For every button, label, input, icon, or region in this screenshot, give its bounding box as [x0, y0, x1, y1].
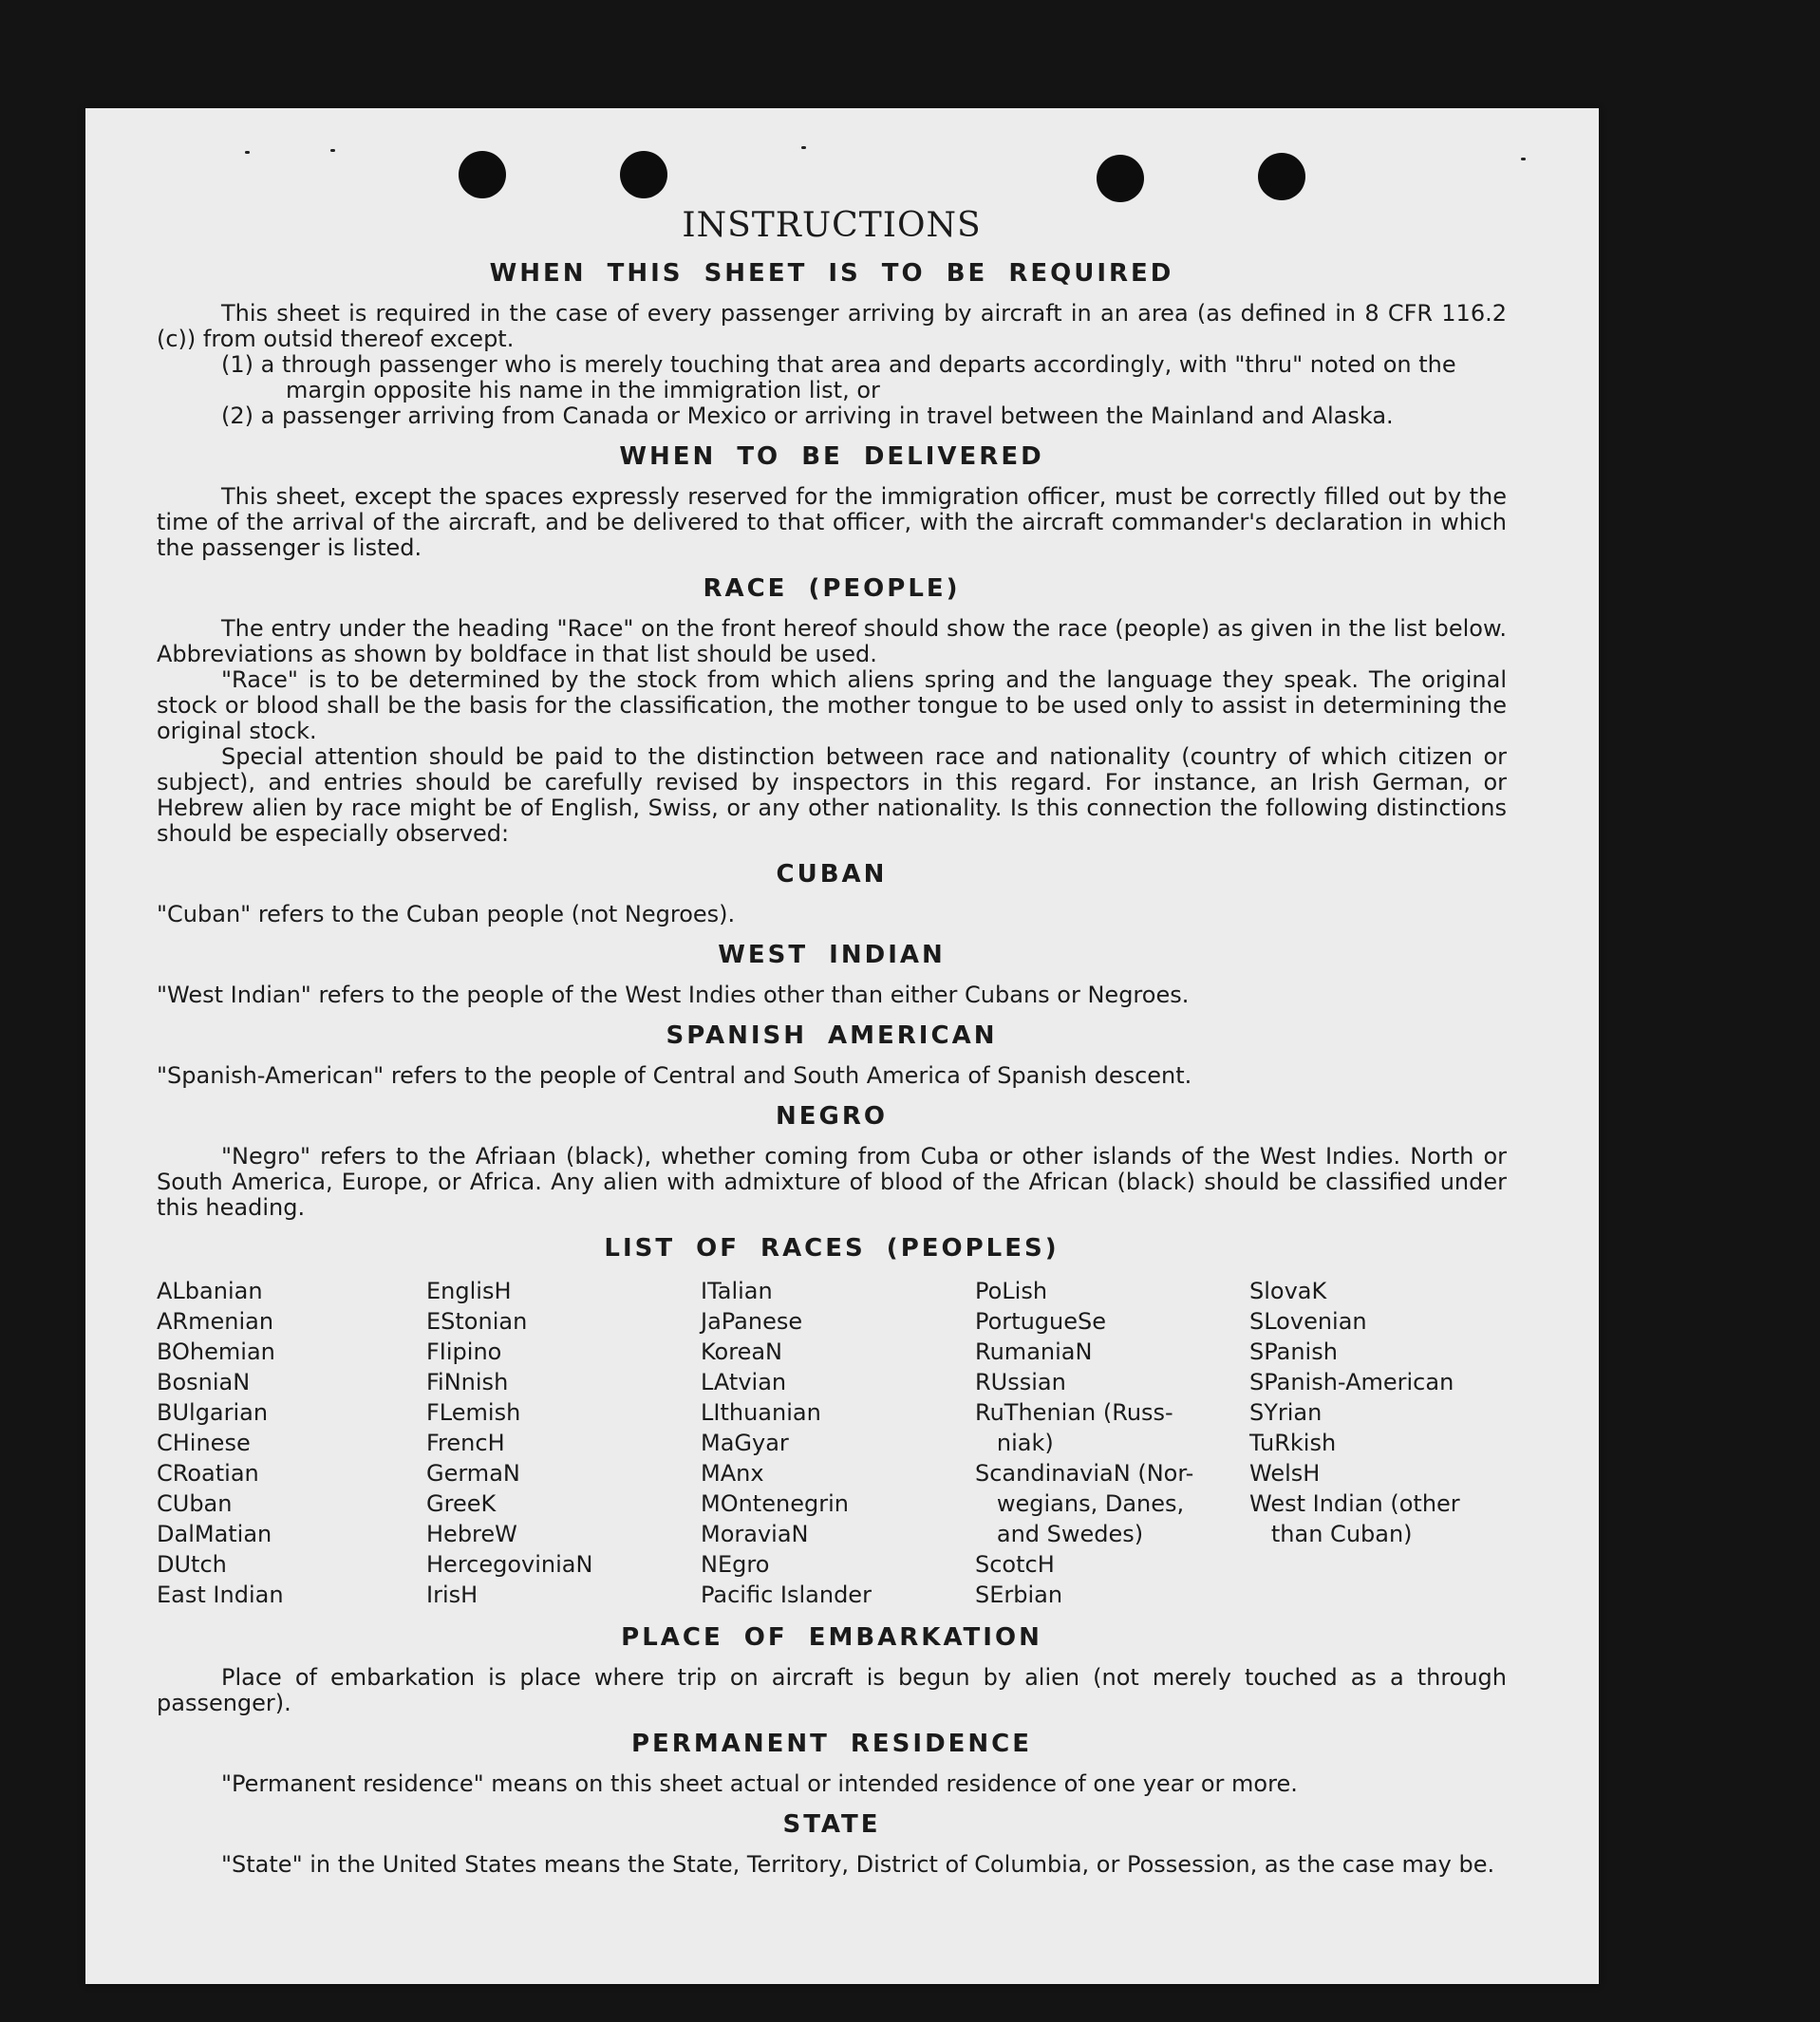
- race-entry: FLemish: [426, 1399, 521, 1426]
- race-entry: RumaniaN: [975, 1339, 1093, 1365]
- race-entry: ScandinaviaN (Nor-: [975, 1460, 1194, 1487]
- races-column: [1249, 1276, 1507, 1610]
- races-column: [426, 1276, 701, 1610]
- race-entry: BOhemian: [157, 1339, 275, 1365]
- race-entry: FrencH: [426, 1430, 505, 1456]
- race-paragraph: The entry under the heading "Race" on the front hereof should show the race (people) as given in the list below. Abbreviations as shown by boldface in that list should be used.: [157, 615, 1507, 667]
- race-entry: DalMatian: [157, 1521, 272, 1547]
- race-entry: ALbanian: [157, 1278, 263, 1304]
- race-entry: SPanish: [1249, 1339, 1338, 1365]
- speck: [1521, 158, 1526, 160]
- residence-text: "Permanent residence" means on this sheet actual or intended residence of one year or more.: [221, 1770, 1298, 1797]
- speck: [245, 151, 250, 154]
- race-entry: wegians, Danes,: [975, 1490, 1185, 1517]
- embarkation-text: Place of embarkation is place where trip on aircraft is begun by alien (not merely touched as a through passenger).: [157, 1664, 1507, 1716]
- heading-state: STATE: [782, 1810, 881, 1839]
- heading-required: WHEN THIS SHEET IS TO BE REQUIRED: [489, 259, 1174, 288]
- punch-hole: [1097, 155, 1144, 202]
- race-entry: Pacific Islander: [701, 1582, 872, 1608]
- cuban-text: "Cuban" refers to the Cuban people (not Negroes).: [157, 901, 736, 927]
- race-entry: SLovenian: [1249, 1308, 1367, 1335]
- race-entry: MAnx: [701, 1460, 764, 1487]
- required-intro: This sheet is required in the case of every passenger arriving by aircraft in an area (as defined in 8 CFR 116.2 (c)) from outsid thereof except.: [157, 300, 1507, 352]
- page-title: INSTRUCTIONS: [682, 206, 982, 245]
- race-entry: GermaN: [426, 1460, 520, 1487]
- punch-hole: [459, 151, 506, 198]
- required-item-1: (1) a through passenger who is merely touching that area and departs accordingly, with "thru" noted on the margin opposite his name in the immigration list, or: [221, 351, 1456, 403]
- instructions-body: [157, 206, 1507, 1878]
- race-entry: West Indian (other: [1249, 1490, 1460, 1517]
- race-entry: LIthuanian: [701, 1399, 821, 1426]
- speck: [330, 149, 335, 152]
- race-entry: and Swedes): [975, 1521, 1144, 1547]
- state-text: "State" in the United States means the State, Territory, District of Columbia, or Possession, as the case may be.: [221, 1851, 1495, 1878]
- speck: [801, 146, 806, 149]
- race-entry: MaGyar: [701, 1430, 789, 1456]
- document-page: [85, 108, 1599, 1984]
- race-entry: RuThenian (Russ-: [975, 1399, 1173, 1426]
- race-entry: BUlgarian: [157, 1399, 269, 1426]
- punch-hole: [620, 151, 667, 198]
- west-indian-text: "West Indian" refers to the people of the West Indies other than either Cubans or Negroes.: [157, 982, 1190, 1008]
- race-entry: SYrian: [1249, 1399, 1323, 1426]
- race-entry: MOntenegrin: [701, 1490, 849, 1517]
- race-entry: EnglisH: [426, 1278, 512, 1304]
- race-entry: ARmenian: [157, 1308, 274, 1335]
- race-entry: JaPanese: [701, 1308, 803, 1335]
- race-entry: PortugueSe: [975, 1308, 1106, 1335]
- race-entry: LAtvian: [701, 1369, 787, 1395]
- heading-delivered: WHEN TO BE DELIVERED: [619, 442, 1044, 471]
- race-entry: FIipino: [426, 1339, 502, 1365]
- races-column: [157, 1276, 426, 1610]
- heading-spanish-american: SPANISH AMERICAN: [666, 1021, 998, 1050]
- race-entry: TuRkish: [1249, 1430, 1337, 1456]
- heading-list-of-races: LIST OF RACES (PEOPLES): [604, 1234, 1060, 1263]
- race-entry: SlovaK: [1249, 1278, 1327, 1304]
- race-entry: ITalian: [701, 1278, 773, 1304]
- race-entry: GreeK: [426, 1490, 497, 1517]
- delivered-text: This sheet, except the spaces expressly reserved for the immigration officer, must be correctly filled out by the time of the arrival of the aircraft, and be delivered to that officer, with the aircraft commander's declaration in which the passenger is listed.: [157, 483, 1507, 561]
- race-entry: niak): [975, 1430, 1054, 1456]
- spanish-american-text: "Spanish-American" refers to the people of Central and South America of Spanish descent.: [157, 1062, 1192, 1089]
- heading-negro: NEGRO: [776, 1102, 888, 1131]
- race-entry: KoreaN: [701, 1339, 782, 1365]
- heading-cuban: CUBAN: [776, 860, 888, 889]
- race-entry: CRoatian: [157, 1460, 259, 1487]
- race-entry: WelsH: [1249, 1460, 1321, 1487]
- race-entry: BosniaN: [157, 1369, 251, 1395]
- race-entry: FiNnish: [426, 1369, 509, 1395]
- race-entry: PoLish: [975, 1278, 1048, 1304]
- heading-embarkation: PLACE OF EMBARKATION: [621, 1623, 1042, 1652]
- race-paragraph: "Race" is to be determined by the stock from which aliens spring and the language they speak. The original stock or blood shall be the basis for the classification, the mother tongue to be used only to assist in determining the original stock.: [157, 666, 1507, 744]
- race-entry: SPanish-American: [1249, 1369, 1454, 1395]
- race-entry: CUban: [157, 1490, 233, 1517]
- races-list: [157, 1276, 1507, 1610]
- heading-permanent-residence: PERMANENT RESIDENCE: [630, 1730, 1033, 1758]
- required-item-2: (2) a passenger arriving from Canada or Mexico or arriving in travel between the Mainland and Alaska.: [221, 403, 1394, 429]
- race-entry: than Cuban): [1249, 1521, 1413, 1547]
- race-entry: EStonian: [426, 1308, 528, 1335]
- race-paragraph: Special attention should be paid to the distinction between race and nationality (country of which citizen or subject), and entries should be carefully revised by inspectors in this regard. For instance, an Irish German, or Hebrew alien by race might be of English, Swiss, or any other nationality. Is this connection the following distinctions should be especially observed:: [157, 743, 1507, 847]
- race-entry: CHinese: [157, 1430, 251, 1456]
- race-entry: RUssian: [975, 1369, 1066, 1395]
- races-column: [701, 1276, 975, 1610]
- race-entry: ScotcH: [975, 1551, 1055, 1578]
- heading-race: RACE (PEOPLE): [703, 574, 961, 603]
- race-entry: HebreW: [426, 1521, 517, 1547]
- race-entry: DUtch: [157, 1551, 227, 1578]
- negro-text: "Negro" refers to the Afriaan (black), whether coming from Cuba or other islands of the West Indies. North or South America, Europe, or Africa. Any alien with admixture of blood of the African (black) should be classified under this heading.: [157, 1143, 1507, 1221]
- race-entry: NEgro: [701, 1551, 770, 1578]
- race-entry: HercegoviniaN: [426, 1551, 593, 1578]
- punch-hole: [1258, 153, 1305, 200]
- heading-west-indian: WEST INDIAN: [718, 941, 946, 969]
- race-entry: SErbian: [975, 1582, 1063, 1608]
- race-entry: MoraviaN: [701, 1521, 809, 1547]
- races-column: [975, 1276, 1249, 1610]
- race-entry: East Indian: [157, 1582, 284, 1608]
- race-entry: IrisH: [426, 1582, 478, 1608]
